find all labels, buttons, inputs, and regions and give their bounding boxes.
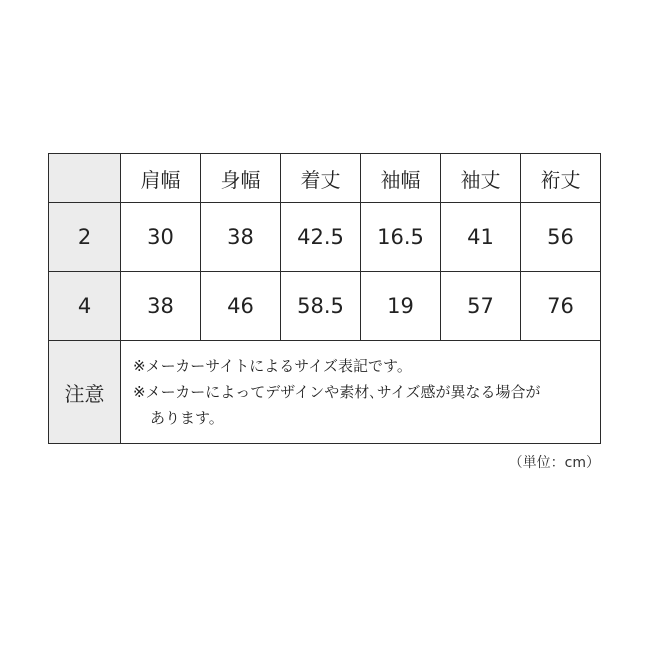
note-line: ※メーカーサイトによるサイズ表記です。 bbox=[133, 357, 412, 375]
header-body-width: 身幅 bbox=[201, 154, 281, 203]
unit-label: （単位：cm） bbox=[508, 455, 600, 471]
table-cell: 38 bbox=[121, 272, 201, 341]
table-cell: 30 bbox=[121, 203, 201, 272]
note-content bbox=[121, 341, 601, 444]
table-row bbox=[49, 272, 601, 341]
table-cell: 76 bbox=[521, 272, 601, 341]
table-cell: 42.5 bbox=[281, 203, 361, 272]
header-row bbox=[49, 154, 601, 203]
corner-cell bbox=[49, 154, 121, 203]
note-label: 注意 bbox=[49, 341, 121, 444]
note-row bbox=[49, 341, 601, 444]
size-label: 2 bbox=[49, 203, 121, 272]
header-yuki-length: 裄丈 bbox=[521, 154, 601, 203]
table-cell: 19 bbox=[361, 272, 441, 341]
header-sleeve-width: 袖幅 bbox=[361, 154, 441, 203]
table-row bbox=[49, 203, 601, 272]
table-cell: 58.5 bbox=[281, 272, 361, 341]
table-cell: 46 bbox=[201, 272, 281, 341]
table-cell: 56 bbox=[521, 203, 601, 272]
table-cell: 57 bbox=[441, 272, 521, 341]
note-line: ※メーカーによってデザインや素材､サイズ感が異なる場合が bbox=[133, 383, 541, 401]
table-cell: 16.5 bbox=[361, 203, 441, 272]
header-sleeve-length: 袖丈 bbox=[441, 154, 521, 203]
header-length: 着丈 bbox=[281, 154, 361, 203]
size-table bbox=[48, 153, 601, 444]
note-line: あります。 bbox=[150, 409, 224, 427]
table-cell: 38 bbox=[201, 203, 281, 272]
table-cell: 41 bbox=[441, 203, 521, 272]
size-label: 4 bbox=[49, 272, 121, 341]
header-shoulder-width: 肩幅 bbox=[121, 154, 201, 203]
